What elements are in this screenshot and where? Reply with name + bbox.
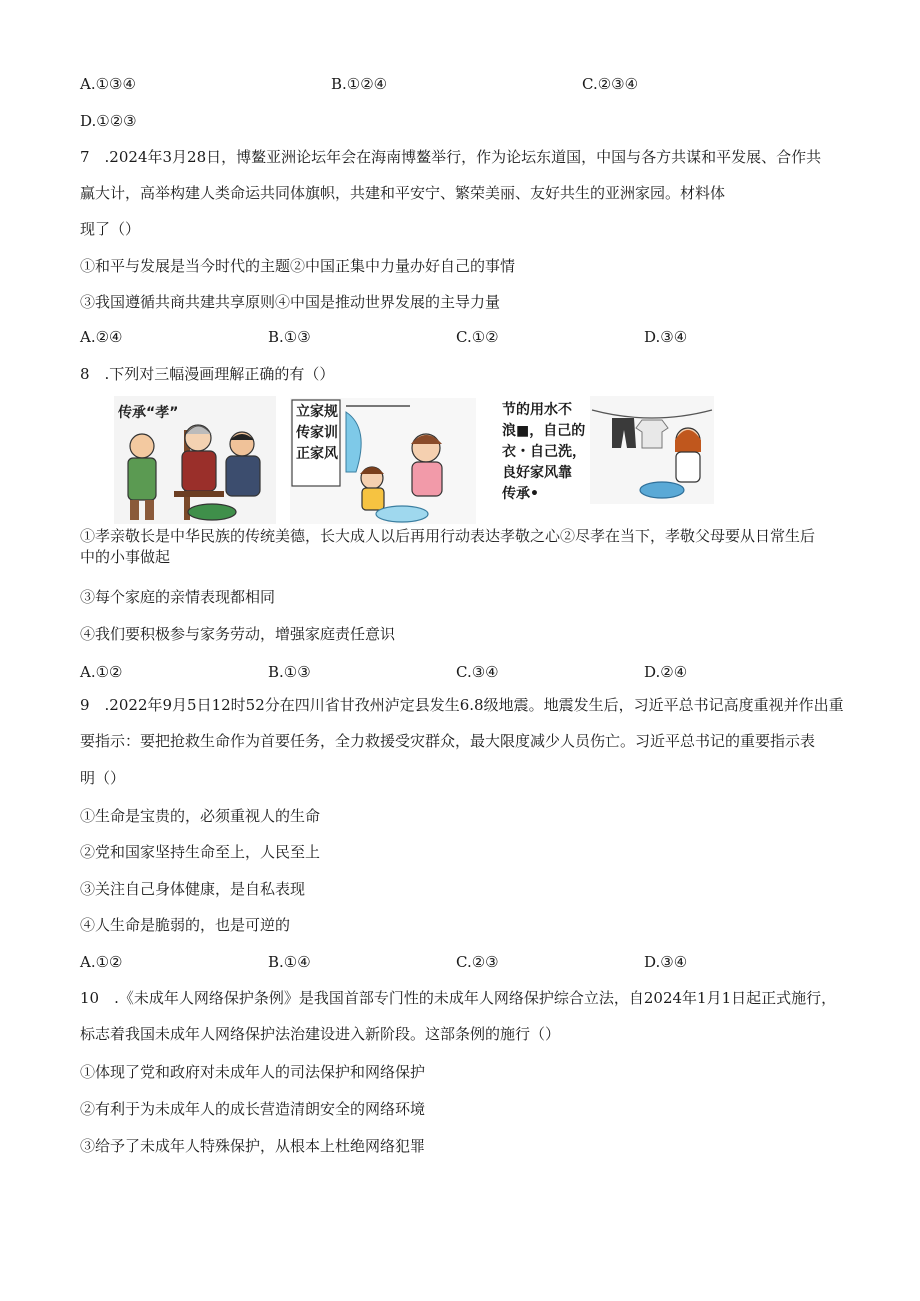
comic-1-filial-piety <box>114 396 276 524</box>
q7-statement-1: ①和平与发展是当今时代的主题②中国正集中力量办好自己的事情 <box>80 257 516 275</box>
q9-option-c: C.②③ <box>456 953 499 971</box>
q7-options <box>80 327 840 347</box>
comic-3-caption <box>502 400 602 505</box>
comic-3-caption-line: 衣・自己洗， <box>502 444 586 460</box>
q6-option-a: A.①③④ <box>80 75 136 93</box>
q10-stem-line-1: 10 .《未成年人网络保护条例》是我国首部专门性的未成年人网络保护综合立法，自2024年1月1日起正式施行， <box>80 989 837 1007</box>
comic-3-caption-line: 传承• <box>502 486 539 502</box>
comic-3-illustration <box>590 396 714 504</box>
q8-statement-3: ③每个家庭的亲情表现都相同 <box>80 588 276 606</box>
q10-statement-2: ②有利于为未成年人的成长营造清朗安全的网络环境 <box>80 1100 426 1118</box>
q9-statement-3: ③关注自己身体健康，是自私表现 <box>80 880 306 898</box>
q9-option-a: A.①② <box>80 953 123 971</box>
q6-option-c: C.②③④ <box>582 75 639 93</box>
comic-3-caption-line: 节的用水不 <box>502 402 572 418</box>
q10-statement-1: ①体现了党和政府对未成年人的司法保护和网络保护 <box>80 1063 426 1081</box>
q9-stem-line-1: 9 .2022年9月5日12时52分在四川省甘孜州泸定县发生6.8级地震。地震发生后，习近平总书记高度重视并作出重 <box>80 696 844 714</box>
comic-2-caption <box>296 402 336 465</box>
q7-stem-line-3: 现了（） <box>80 220 141 238</box>
comic-1-caption: 传承“孝” <box>118 405 179 421</box>
q7-option-b: B.①③ <box>268 328 311 346</box>
q6-options-row <box>80 74 840 94</box>
q8-option-c: C.③④ <box>456 663 499 681</box>
q7-stem-line-1: 7 .2024年3月28日，博鳌亚洲论坛年会在海南博鳌举行，作为论坛东道国，中国与各方共谋和平发展、合作共 <box>80 148 822 166</box>
q9-stem-line-2: 要指示：要把抢救生命作为首要任务，全力救援受灾群众，最大限度减少人员伤亡。习近平总书记的重要指示表 <box>80 732 816 750</box>
q7-statement-2: ③我国遵循共商共建共享原则④中国是推动世界发展的主导力量 <box>80 293 501 311</box>
q8-statement-1-cont: 中的小事做起 <box>80 548 171 566</box>
comic-2-family-rules <box>290 398 476 524</box>
comic-3-caption-line: 浪■，自己的 <box>502 423 586 439</box>
q8-options <box>80 662 840 682</box>
q9-stem-line-3: 明（） <box>80 769 126 787</box>
q8-statement-4: ④我们要积极参与家务劳动，增强家庭责任意识 <box>80 625 396 643</box>
comic-2-caption-line: 正家风 <box>296 446 338 462</box>
q7-option-d: D.③④ <box>644 328 688 346</box>
q10-statement-3: ③给予了未成年人特殊保护，从根本上杜绝网络犯罪 <box>80 1137 426 1155</box>
q8-option-b: B.①③ <box>268 663 311 681</box>
q7-stem-line-2: 赢大计，高举构建人类命运共同体旗帜，共建和平安宁、繁荣美丽、友好共生的亚洲家园。材料体 <box>80 184 726 202</box>
comic-2-caption-line: 传家训 <box>296 425 338 441</box>
q8-statement-1: ①孝亲敬长是中华民族的传统美德，长大成人以后再用行动表达孝敬之心②尽孝在当下，孝敬父母要从日常生后 <box>80 527 816 545</box>
q9-option-b: B.①④ <box>268 953 311 971</box>
q8-comic-strip <box>114 396 714 524</box>
q9-statement-4: ④人生命是脆弱的，也是可逆的 <box>80 916 291 934</box>
q7-option-a: A.②④ <box>80 328 123 346</box>
q10-stem-line-2: 标志着我国未成年人网络保护法治建设进入新阶段。这部条例的施行（） <box>80 1025 561 1043</box>
q8-stem: 8 .下列对三幅漫画理解正确的有（） <box>80 365 335 383</box>
q8-option-d: D.②④ <box>644 663 688 681</box>
q6-option-d: D.①②③ <box>80 112 137 130</box>
q9-options <box>80 952 840 972</box>
q7-option-c: C.①② <box>456 328 499 346</box>
q9-option-d: D.③④ <box>644 953 688 971</box>
comic-2-caption-line: 立家规 <box>296 404 338 420</box>
q9-statement-1: ①生命是宝贵的，必须重视人的生命 <box>80 807 321 825</box>
q8-option-a: A.①② <box>80 663 123 681</box>
q9-statement-2: ②党和国家坚持生命至上，人民至上 <box>80 843 321 861</box>
q6-option-b: B.①②④ <box>331 75 388 93</box>
comic-3-caption-line: 良好家风靠 <box>502 465 572 481</box>
comic-3-laundry <box>498 396 714 524</box>
